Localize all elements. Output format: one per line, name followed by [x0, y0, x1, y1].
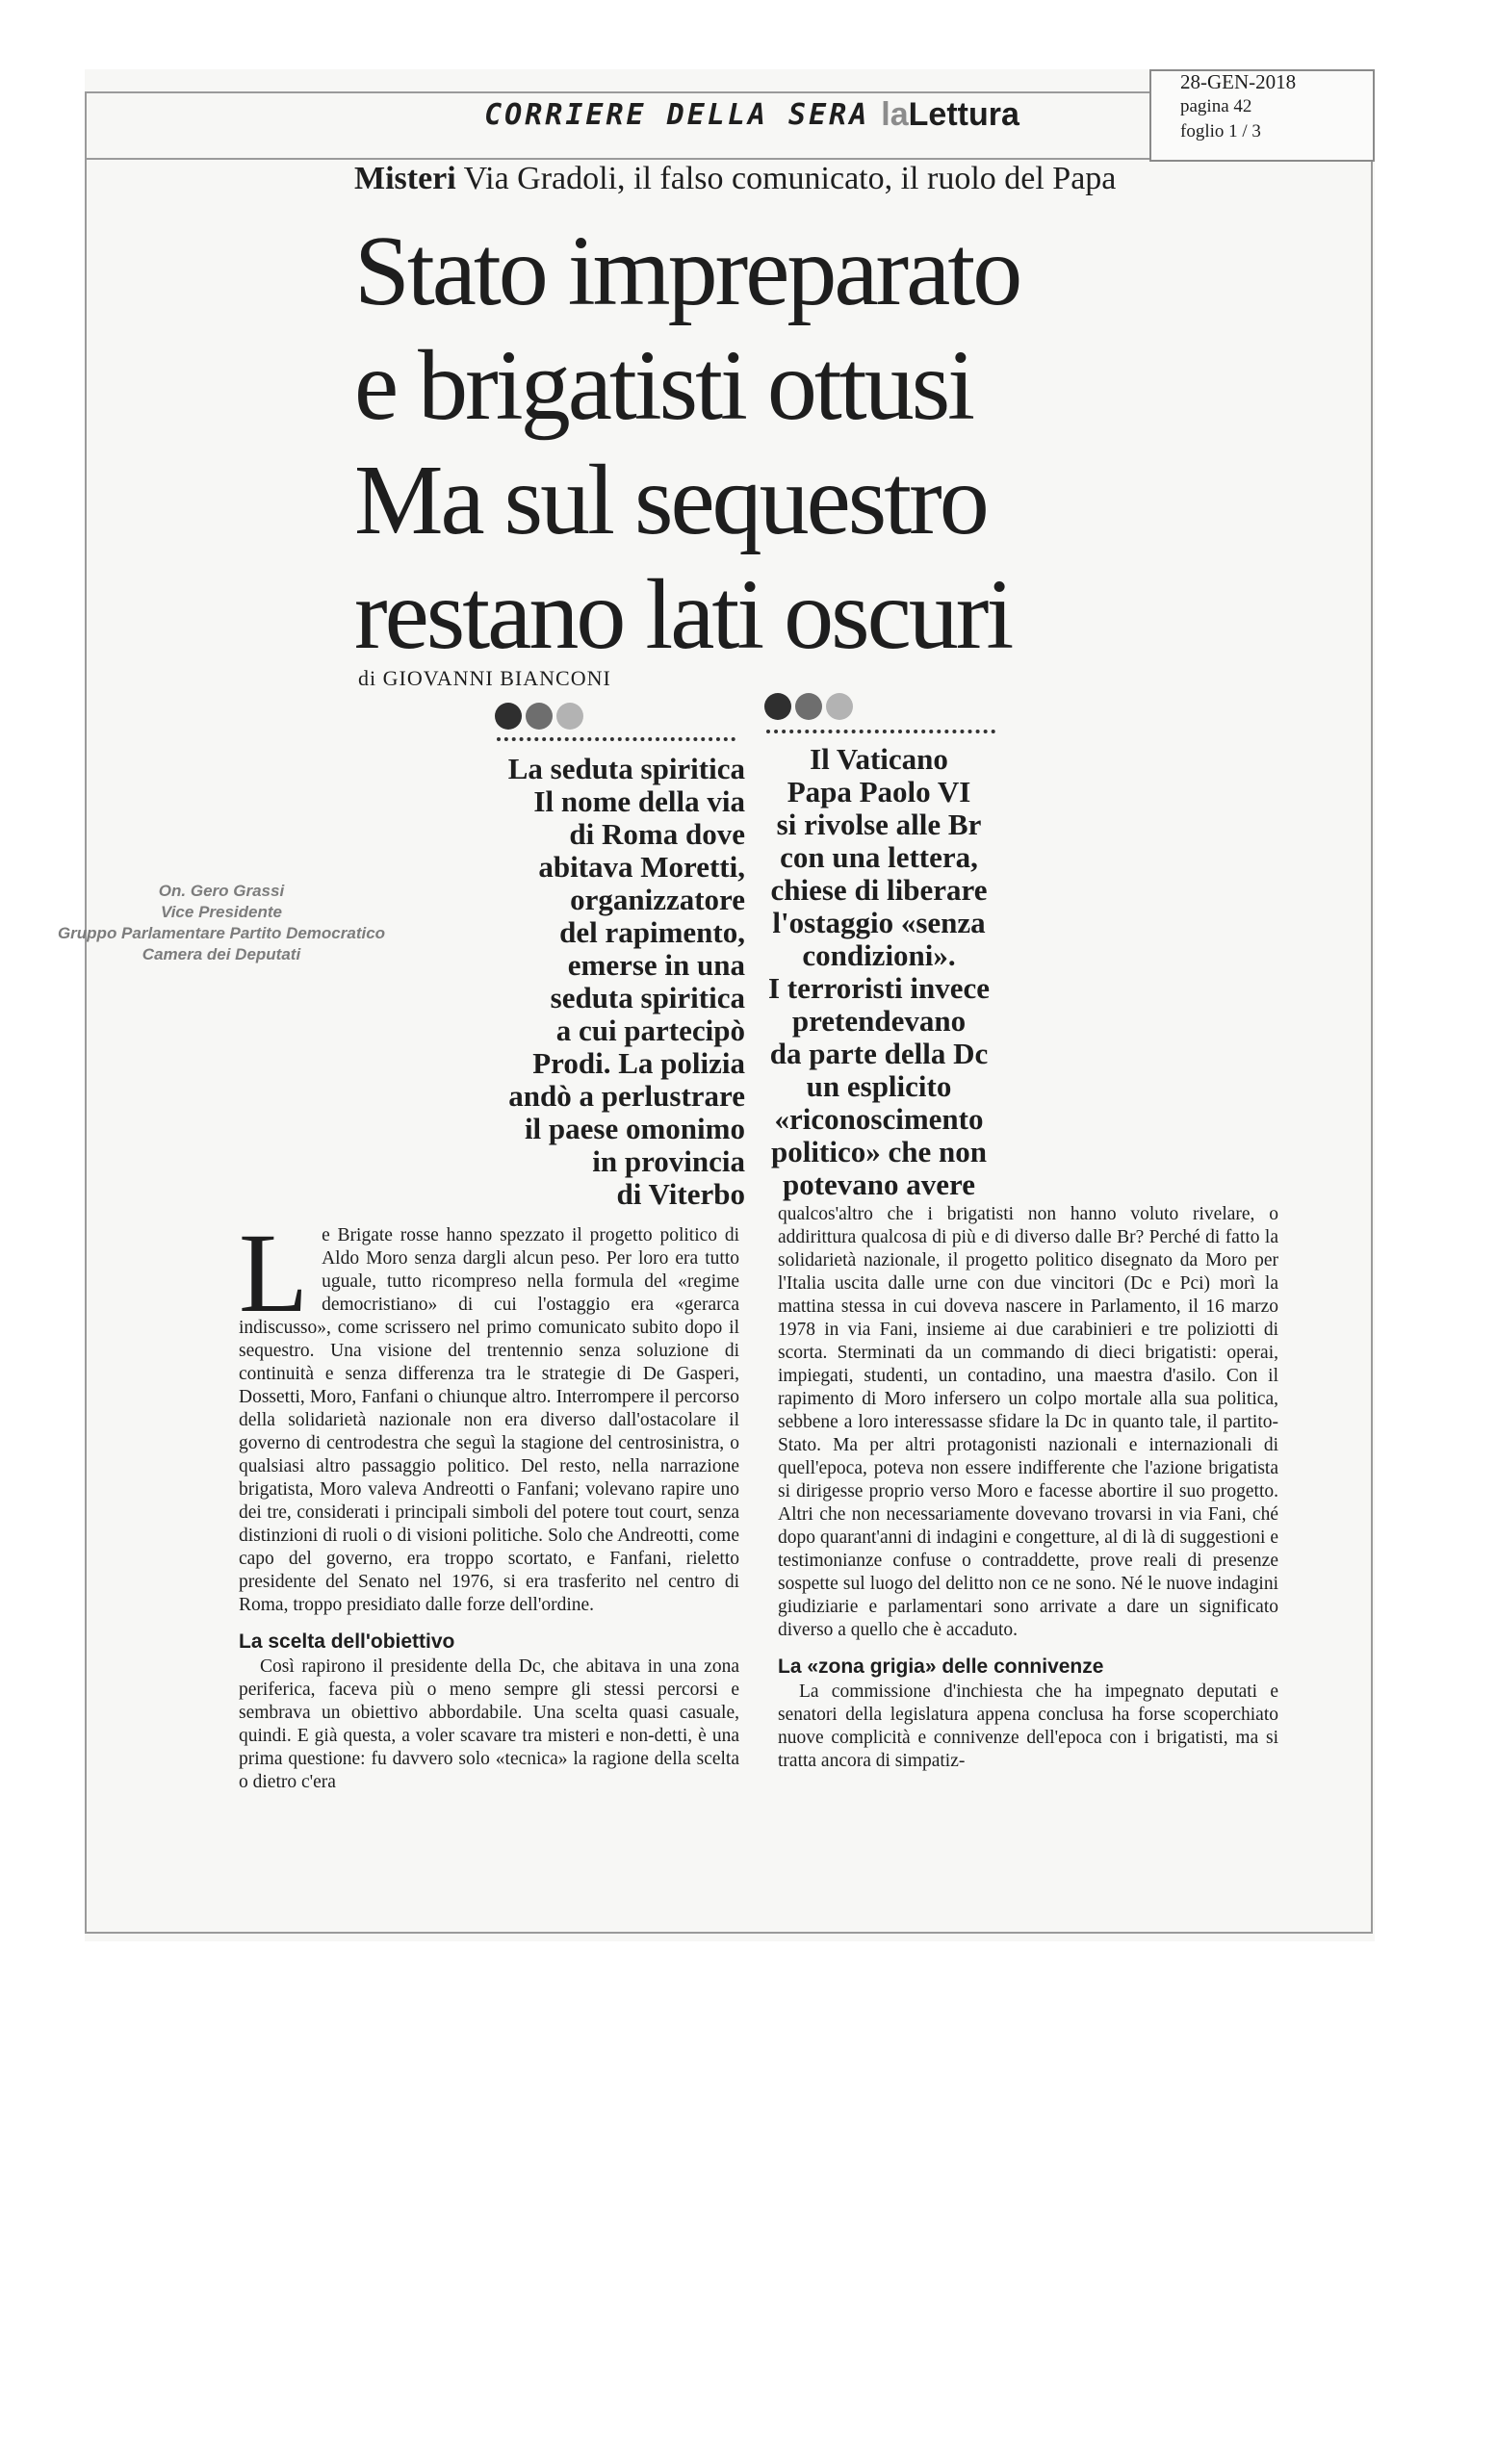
sheet-number: foglio 1 / 3 [1180, 121, 1261, 141]
dots-marker-right [764, 693, 853, 720]
supplement-logo [881, 96, 1019, 134]
pull-quote-line: Prodi. La polizia [532, 1046, 745, 1080]
dot-icon [556, 703, 583, 730]
pull-quote-line: l'ostaggio «senza [772, 906, 986, 939]
pull-quote-line: di Roma dove [569, 817, 745, 851]
pull-quote-line: del rapimento, [559, 915, 745, 949]
pull-quote-line: di Viterbo [616, 1177, 745, 1211]
headline [354, 214, 1182, 672]
date: 28-GEN-2018 [1180, 70, 1297, 93]
headline-line: restano lati oscuri [354, 559, 1012, 670]
pull-quote-line: in provincia [592, 1144, 745, 1178]
headline-line: Ma sul sequestro [354, 445, 987, 555]
pull-quote-line: Papa Paolo VI [787, 775, 971, 808]
paragraph-text: e Brigate rosse hanno spezzato il progetto politico di Aldo Moro senza dargli alcun peso. Per loro era tutto uguale, tutto ricompreso nella formula del «regime democristiano» di cui l'ostaggio era «gerarca indiscusso», come scrissero nel primo comunicato subito dopo il sequestro. Una visione del trentennio senza soluzione di continuità e senza differenza tra le strategie di De Gasperi, Dossetti, Moro, Fanfani o chiunque altro. Interrompere il percorso della solidarietà nazionale non era diverso dall'ostacolare il governo di centrodestra che seguì la stagione del centrosinistra, o qualsiasi altro passaggio politico. Del resto, nella narrazione brigatista, Moro valeva Andreotti o Fanfani; volevano rapire uno dei tre, considerati i principali simboli del potere tout court, senza distinzioni di ruoli o di visioni politiche. Solo che Andreotti, come capo del governo, era troppo scortato, e Fanfani, rieletto presidente del Senato nel 1976, si era trasferito nel centro di Roma, troppo presidiato dalle forze dell'ordine. [239, 1225, 739, 1615]
dot-icon [526, 703, 553, 730]
subhead-zona-grigia: La «zona grigia» delle connivenze [778, 1656, 1104, 1678]
supplement-prefix: la [881, 95, 909, 133]
pull-quote-line: il paese omonimo [524, 1112, 745, 1145]
body-column-1 [239, 1210, 739, 1794]
kicker-text: Via Gradoli, il falso comunicato, il ruolo del Papa [463, 161, 1117, 196]
pull-quote-line: pretendevano [791, 1004, 967, 1038]
pull-quote-line: abitava Moretti, [538, 850, 745, 884]
headline-line: e brigatisti ottusi [354, 330, 973, 441]
drop-cap: L [239, 1210, 309, 1336]
pull-quote-line: si rivolse alle Br [776, 808, 982, 841]
pull-quote-line: emerse in una [567, 948, 745, 982]
pull-quote-line: un esplicito [806, 1069, 952, 1103]
body-paragraph [239, 1210, 739, 1617]
pull-quote-line: condizioni». [802, 938, 956, 972]
pull-quote-line: chiese di liberare [770, 873, 988, 907]
newspaper-clipping [85, 69, 1375, 1941]
pull-quote-line: Il nome della via [533, 784, 745, 818]
dotted-rule-left [497, 737, 735, 741]
byline: di GIOVANNI BIANCONI [358, 666, 611, 690]
pull-quote-line: I terroristi invece [767, 971, 991, 1005]
stamp-line: Gruppo Parlamentare Partito Democratico [57, 924, 386, 942]
pull-quote-line: con una lettera, [780, 840, 978, 874]
pull-quote-line: politico» che non [771, 1135, 987, 1168]
subhead-scelta-obiettivo: La scelta dell'obiettivo [239, 1630, 455, 1653]
headline-line: Stato impreparato [354, 216, 1020, 326]
body-paragraph: Così rapirono il presidente della Dc, che abitava in una zona periferica, faceva più o meno sempre gli stessi percorsi e sembrava un obiettivo abbordabile. Una scelta quasi casuale, quindi. E già questa, a voler scavare tra misteri e non-detti, è una prima questione: fu davvero solo «tecnica» la ragione della scelta o dietro c'era [239, 1656, 739, 1792]
stamp-line: Camera dei Deputati [142, 945, 301, 963]
stamp-line: Vice Presidente [161, 903, 282, 921]
kicker [354, 161, 1116, 197]
body-paragraph: La commissione d'inchiesta che ha impegnato deputati e senatori della legislatura appena conclusa ha forse scoperchiato nuove complicità e connivenze dell'epoca con i brigatisti, ma si tratta ancora di simpatiz- [778, 1681, 1278, 1771]
kicker-label: Misteri [354, 161, 456, 196]
pull-quote-line: seduta spiritica [550, 981, 745, 1014]
pull-quote-line: potevano avere [782, 1168, 976, 1201]
dot-icon [495, 703, 522, 730]
deputy-stamp [0, 881, 452, 965]
dots-marker-left [495, 703, 583, 730]
masthead-title: CORRIERE DELLA SERA [484, 97, 870, 132]
page-number: pagina 42 [1180, 96, 1252, 116]
masthead [468, 92, 1036, 137]
dot-icon [764, 693, 791, 720]
pull-quote-line: La seduta spiritica [507, 752, 745, 785]
dot-icon [826, 693, 853, 720]
pull-quote-line: da parte della Dc [769, 1037, 989, 1070]
pull-quote-seduta-spiritica [468, 753, 745, 1211]
body-column-2 [778, 1203, 1278, 1773]
supplement-name: Lettura [908, 95, 1019, 133]
dot-icon [795, 693, 822, 720]
pull-quote-line: Il Vaticano [810, 742, 948, 776]
pull-quote-line: a cui partecipò [555, 1014, 745, 1047]
frame-bottom [85, 1932, 1373, 1934]
stamp-line: On. Gero Grassi [158, 882, 285, 900]
dotted-rule-right [766, 730, 995, 733]
date-stamp [1153, 69, 1365, 156]
pull-quote-line: organizzatore [570, 883, 745, 916]
body-paragraph: qualcos'altro che i brigatisti non hanno voluto rivelare, o addirittura qualcosa di più e di diverso dalle Br? Perché di fatto la solidarietà nazionale, il progetto politico disegnato da Moro per l'Italia uscita dalle urne con due vincitori (Dc e Pci) morì la mattina stessa in cui doveva nascere in Parlamento, il 16 marzo 1978 in via Fani, insieme ai due carabinieri e tre poliziotti di scorta. Sterminati da un commando di dieci brigatisti: operai, impiegati, studenti, un contadino, una maestra d'asilo. Con il rapimento di Moro infersero un colpo mortale alla sua politica, sebbene a loro interessasse sfidare la Dc in quanto tale, il partito-Stato. Ma per altri protagonisti nazionali e internazionali di quell'epoca, poteva non essere indifferente che l'azione brigatista si dirigesse proprio verso Moro e facesse abortire il suo progetto. Altri che non necessariamente dovevano trovarsi in via Fani, ché dopo quarant'anni di indagini e congetture, al di là di suggestioni e testimonianze confuse o contraddette, prove reali di presenze sospette sul luogo del delitto non ce ne sono. Né le nuove indagini giudiziarie e parlamentari sono arrivate a dare un significato diverso a quello che è accaduto. [778, 1204, 1278, 1640]
pull-quote-line: «riconoscimento [774, 1102, 984, 1136]
pull-quote-line: andò a perlustrare [508, 1079, 745, 1113]
frame-left [85, 91, 87, 1934]
frame-right [1371, 91, 1373, 1934]
pull-quote-vaticano [759, 743, 999, 1201]
